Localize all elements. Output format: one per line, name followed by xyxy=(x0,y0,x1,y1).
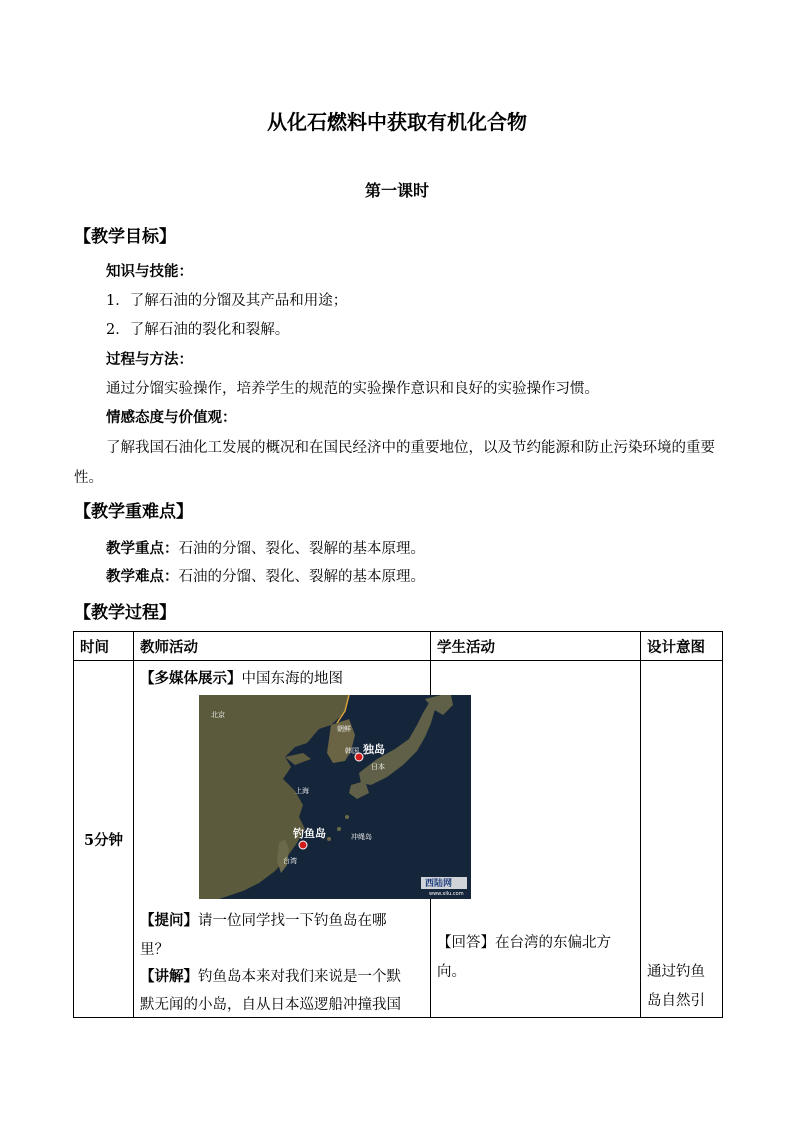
okinawa-label: 冲绳岛 xyxy=(351,833,372,841)
key-points-heading: 【教学重难点】 xyxy=(74,502,193,522)
lesson-subtitle: 第一课时 xyxy=(364,181,429,200)
emotion-label: 情感态度与价值观： xyxy=(106,409,237,426)
media-text: 中国东海的地图 xyxy=(241,671,343,687)
question-text: 请一位同学找一下钓鱼岛在哪 xyxy=(198,913,387,929)
lecture-line-2: 默无闻的小岛，自从日本巡逻船冲撞我国 xyxy=(140,997,401,1013)
process-heading: 【教学过程】 xyxy=(74,603,176,623)
answer-line xyxy=(437,933,611,953)
emotion-text: 了解我国石油化工发展的概况和在国民经济中的重要地位，以及节约能源和防止污染环境的重要性。 xyxy=(74,440,715,486)
diaoyu-marker xyxy=(299,841,307,849)
design-line-2: 岛自然引 xyxy=(647,993,705,1009)
knowledge-item: 1．了解石油的分馏及其产品和用途； xyxy=(106,293,348,309)
key-point-line xyxy=(106,539,425,559)
shanghai-label: 上海 xyxy=(295,787,309,795)
table-row xyxy=(74,661,723,1018)
time-cell: 5分钟 xyxy=(74,661,134,1018)
question-tag: 【提问】 xyxy=(140,912,198,929)
key-point-text: 石油的分馏、裂化、裂解的基本原理。 xyxy=(178,541,425,557)
answer-line-2: 向。 xyxy=(437,964,466,980)
media-tag: 【多媒体展示】 xyxy=(140,670,242,687)
teaching-process-table xyxy=(73,631,723,1018)
japan-label: 日本 xyxy=(371,763,385,771)
knowledge-label: 知识与技能： xyxy=(106,263,193,280)
hanguo-label: 韩国 xyxy=(345,747,359,755)
beijing-label: 北京 xyxy=(211,711,225,719)
taiwan-label: 台湾 xyxy=(283,857,297,865)
student-activity-cell xyxy=(431,661,641,1018)
question-line xyxy=(140,911,387,931)
media-line xyxy=(140,669,343,689)
objectives-heading: 【教学目标】 xyxy=(74,227,176,247)
difficult-point-label: 教学难点： xyxy=(106,568,179,585)
lecture-text: 钓鱼岛本来对我们来说是一个默 xyxy=(198,969,401,985)
lecture-line xyxy=(140,967,401,987)
difficult-point-line xyxy=(106,567,425,587)
document-title: 从化石燃料中获取有机化合物 xyxy=(267,110,527,134)
difficult-point-text: 石油的分馏、裂化、裂解的基本原理。 xyxy=(178,569,425,585)
process-label: 过程与方法： xyxy=(106,351,193,368)
korea-label: 朝鲜 xyxy=(337,725,351,733)
teacher-activity-cell xyxy=(134,661,464,1018)
column-header-teacher: 教师活动 xyxy=(134,632,431,661)
column-header-time: 时间 xyxy=(74,632,134,661)
design-line: 通过钓鱼 xyxy=(647,964,705,980)
question-line-2: 里？ xyxy=(140,942,169,958)
key-point-label: 教学重点： xyxy=(106,540,179,557)
lecture-tag: 【讲解】 xyxy=(140,968,198,985)
dokdo-label: 独岛 xyxy=(363,743,385,756)
column-header-student: 学生活动 xyxy=(431,632,641,661)
column-header-design: 设计意图 xyxy=(641,632,723,661)
watermark-url: www.xilu.com xyxy=(429,891,464,897)
table-header-row xyxy=(74,632,723,661)
process-text: 通过分馏实验操作，培养学生的规范的实验操作意识和良好的实验操作习惯。 xyxy=(106,381,599,397)
knowledge-item: 2．了解石油的裂化和裂解。 xyxy=(106,322,290,338)
answer-text: 在台湾的东偏北方 xyxy=(495,935,611,951)
watermark: 西陆网 xyxy=(425,879,453,889)
diaoyu-label: 钓鱼岛 xyxy=(293,827,326,840)
design-intent-cell xyxy=(641,661,723,1018)
answer-tag: 【回答】 xyxy=(437,935,495,951)
